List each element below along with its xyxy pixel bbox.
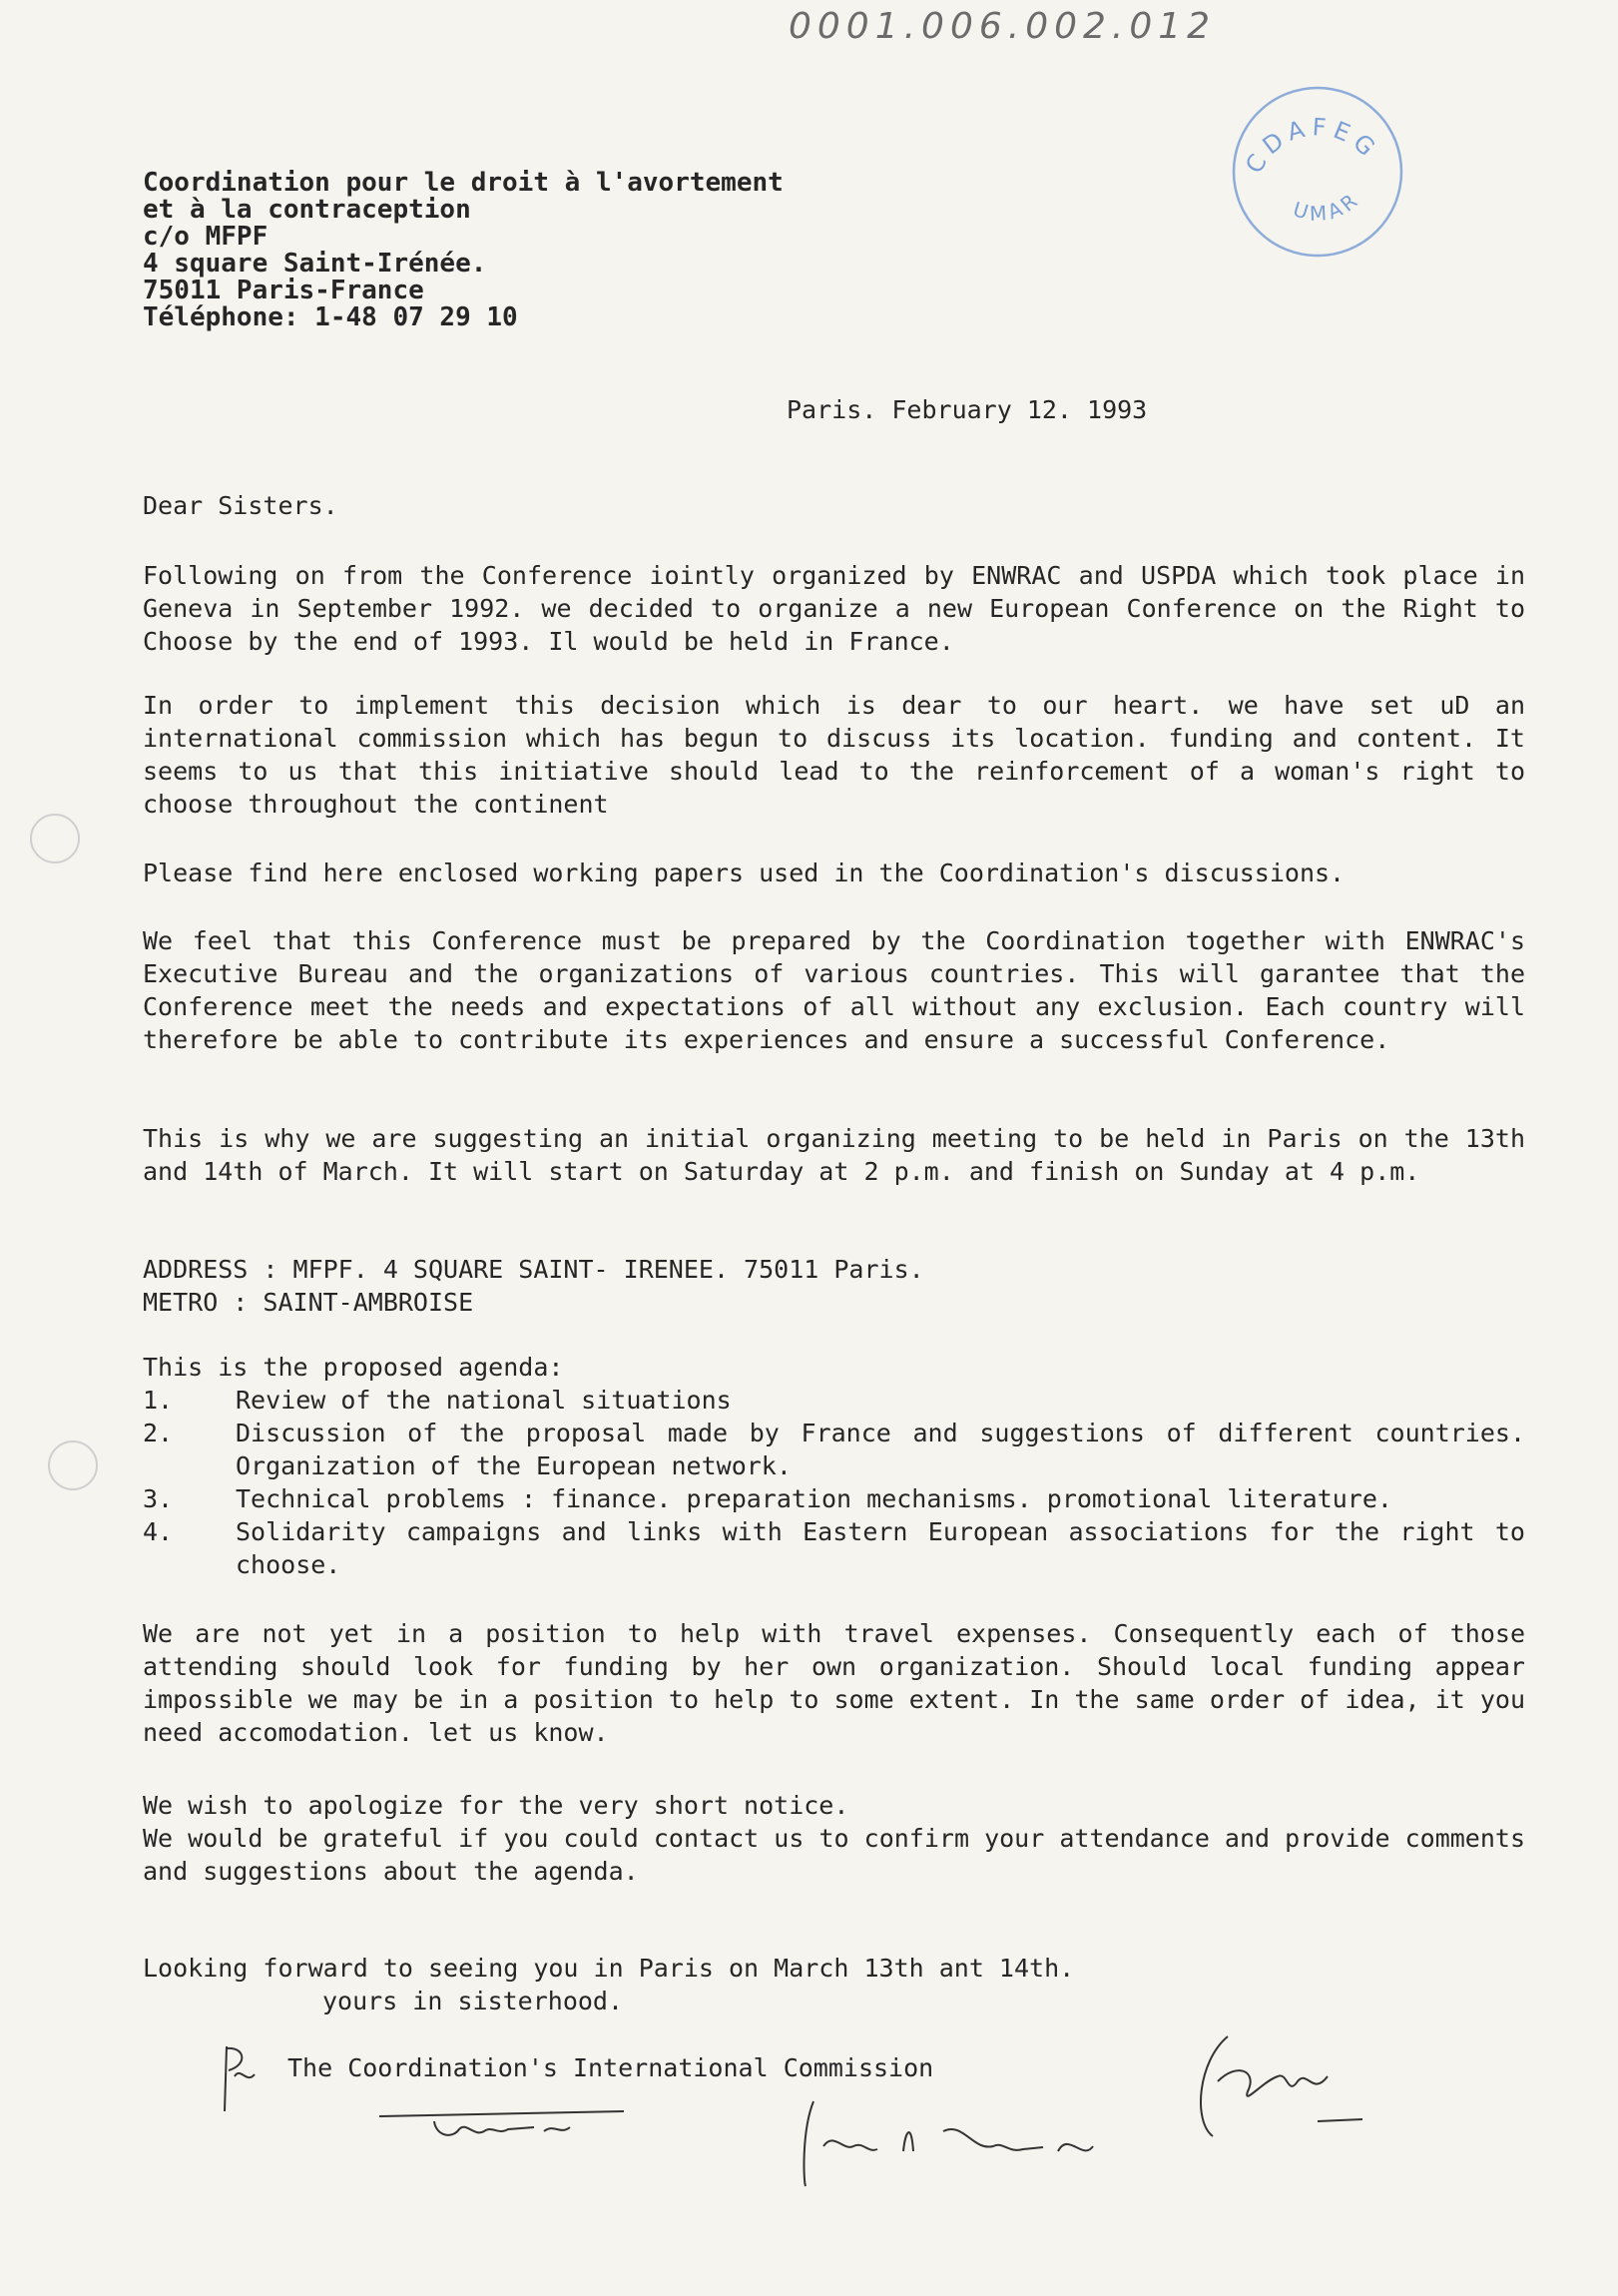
agenda-item	[143, 1384, 1525, 1417]
salutation: Dear Sisters.	[143, 491, 338, 520]
agenda-item-text: Review of the national situations	[236, 1386, 732, 1415]
paragraph-7a: We wish to apologize for the very short notice.	[143, 1791, 849, 1820]
stamp-bottom-text: UMAR	[1290, 186, 1365, 227]
closing	[143, 1952, 1074, 2017]
letterhead-line-2: et à la contraception	[143, 195, 471, 225]
closing-line-1: Looking forward to seeing you in Paris on March 13th ant 14th.	[143, 1954, 1075, 1983]
agenda-item	[143, 1417, 1525, 1482]
agenda-intro: This is the proposed agenda:	[143, 1353, 564, 1382]
letterhead-line-3: c/o MFPF	[143, 222, 269, 252]
paragraph-5: This is why we are suggesting an initial organizing meeting to be held in Paris on the 13th and 14th of March. It will start on Saturday at 2 p.m. and finish on Sunday at 4 p.m.	[143, 1124, 1525, 1186]
svg-text:CDAFEG	[1240, 113, 1384, 178]
agenda-item-number: 2.	[143, 1419, 174, 1447]
punch-hole-top	[30, 814, 80, 863]
letterhead-line-1: Coordination pour le droit à l'avortement	[143, 168, 784, 198]
paragraph-7b: We would be grateful if you could contact us to confirm your attendance and provide comments and suggestions about the agenda.	[143, 1824, 1525, 1886]
agenda	[143, 1351, 1525, 1581]
metro-line: METRO : SAINT-AMBROISE	[143, 1288, 474, 1317]
handwritten-signature-2	[794, 2091, 1123, 2191]
pp-signature-mark	[215, 2036, 274, 2116]
agenda-item-number: 3.	[143, 1484, 174, 1513]
letter-date: Paris. February 12. 1993	[787, 395, 1148, 424]
punch-hole-bottom	[48, 1440, 98, 1490]
closing-line-2: yours in sisterhood.	[322, 1987, 624, 2015]
agenda-item-number: 4.	[143, 1517, 174, 1546]
paragraph-2: In order to implement this decision which is dear to our heart. we have set uD an international commission which has begun to discuss its location. funding and content. It seems to us that this initiative should lead to the reinforcement of a woman's right to choose throughout the continent	[143, 691, 1525, 819]
agenda-item-text: Solidarity campaigns and links with Eastern European associations for the right to choose.	[236, 1517, 1525, 1579]
handwritten-signature-1	[374, 2091, 634, 2151]
stamp-top-text: CDAFEG	[1240, 113, 1385, 179]
paragraph-4: We feel that this Conference must be prepared by the Coordination together with ENWRAC's Executive Bureau and the organizations of various countries. This will garantee that the Conference meet the needs and expectations of all without any exclusion. Each country will therefore be able to contribute its experiences and ensure a successful Conference.	[143, 926, 1525, 1054]
archive-number: 0001.006.002.012	[789, 6, 1217, 47]
letterhead-line-4: 4 square Saint-Irénée.	[143, 249, 487, 279]
letterhead-line-6: Téléphone: 1-48 07 29 10	[143, 302, 518, 332]
agenda-item	[143, 1515, 1525, 1581]
letterhead-line-5: 75011 Paris-France	[143, 276, 424, 305]
agenda-item	[143, 1482, 1525, 1515]
commission-signature-line: The Coordination's International Commission	[287, 2053, 934, 2082]
address-line: ADDRESS : MFPF. 4 SQUARE SAINT- IRENEE. 75011 Paris.	[143, 1255, 924, 1284]
paragraph-1: Following on from the Conference iointly organized by ENWRAC and USPDA which took place in Geneva in September 1992. we decided to organize a new European Conference on the Right to Choose by the end of 1993. Il would be held in France.	[143, 561, 1525, 656]
agenda-item-text: Discussion of the proposal made by France and suggestions of different countries. Organization of the European network.	[236, 1419, 1525, 1480]
agenda-item-text: Technical problems : finance. preparation mechanisms. promotional literature.	[236, 1484, 1392, 1513]
handwritten-signature-3	[1188, 2021, 1387, 2151]
meeting-address	[143, 1253, 924, 1319]
cdafeg-umar-stamp	[1228, 82, 1407, 262]
letterhead	[143, 170, 1041, 331]
paragraph-3: Please find here enclosed working papers used in the Coordination's discussions.	[143, 859, 1346, 887]
svg-text:UMAR	[1291, 187, 1365, 226]
agenda-item-number: 1.	[143, 1386, 174, 1415]
paragraph-6: We are not yet in a position to help with travel expenses. Consequently each of those attending should look for funding by her own organization. Should local funding appear impossible we may be in a position to help to some extent. In the same order of idea, it you need accomodation. let us know.	[143, 1619, 1525, 1747]
